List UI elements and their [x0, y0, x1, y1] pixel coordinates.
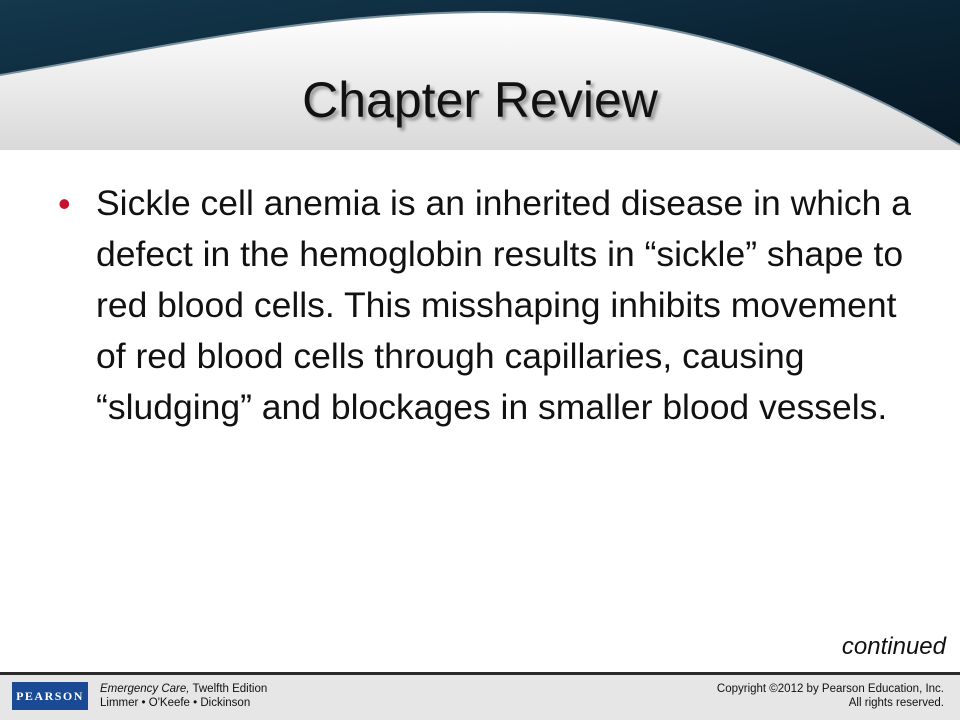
bullet-list: [58, 178, 918, 433]
footer-book-info: [100, 682, 267, 710]
book-authors: Limmer • O'Keefe • Dickinson: [100, 697, 251, 709]
footer-copyright: [717, 682, 944, 710]
continued-label: continued: [841, 633, 946, 660]
bullet-marker: •: [58, 183, 71, 224]
list-item: [58, 178, 918, 433]
footer: [0, 672, 960, 720]
logo-text: PEARSON: [16, 688, 84, 703]
slide-title: Chapter Review: [302, 72, 658, 128]
copyright-text: Copyright ©2012 by Pearson Education, Inc.: [716, 683, 944, 695]
bullet-text: Sickle cell anemia is an inherited disease in which a defect in the hemoglobin results in “sickle” shape to red blood cells. This misshaping inhibits movement of red blood cells through capillaries, causing “sludging” and blockages in smaller blood vessels.: [96, 183, 911, 427]
footer-divider: [0, 672, 960, 675]
rights-text: All rights reserved.: [848, 697, 944, 709]
book-edition: Twelfth Edition: [189, 683, 268, 695]
book-title: Emergency Care,: [100, 683, 190, 695]
pearson-logo: [12, 682, 88, 710]
